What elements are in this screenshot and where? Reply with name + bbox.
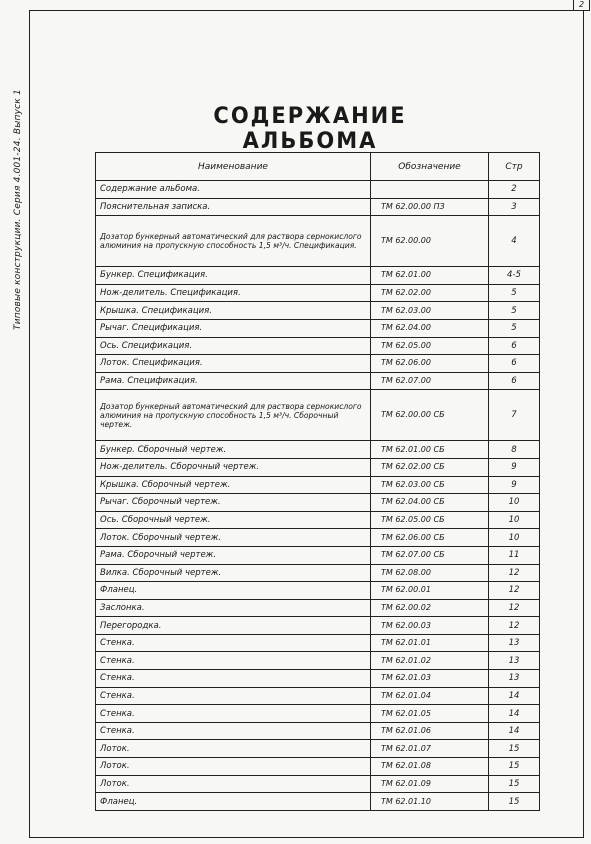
table-row [96,652,540,670]
row-code: ТМ 62.00.00 СБ [371,390,489,441]
row-page: 15 [489,775,540,793]
table-row [96,758,540,776]
table-row [96,582,540,600]
row-name: Нож-делитель. Спецификация. [96,284,371,302]
row-page: 4-5 [489,267,540,285]
table-row [96,511,540,529]
row-code [371,181,489,199]
header-page: Стр [489,153,540,181]
row-code: ТМ 62.01.07 [371,740,489,758]
row-name: Содержание альбома. [96,181,371,199]
row-page: 6 [489,372,540,390]
row-name: Лоток. Сборочный чертеж. [96,529,371,547]
table-row [96,564,540,582]
row-code: ТМ 62.01.09 [371,775,489,793]
row-page: 14 [489,687,540,705]
table-row [96,705,540,723]
row-page: 5 [489,284,540,302]
row-page: 13 [489,670,540,688]
row-name: Бункер. Спецификация. [96,267,371,285]
row-code: ТМ 62.04.00 СБ [371,494,489,512]
row-page: 14 [489,722,540,740]
row-name: Дозатор бункерный автоматический для раствора сернокислого алюминия на пропускную способность 1,5 м³/ч. Сборочный чертеж. [96,390,371,441]
table-row [96,216,540,267]
table-row [96,319,540,337]
row-code: ТМ 62.05.00 СБ [371,511,489,529]
row-name: Лоток. Спецификация. [96,355,371,373]
row-name: Фланец. [96,793,371,811]
row-code: ТМ 62.06.00 СБ [371,529,489,547]
album-title: СОДЕРЖАНИЕ АЛЬБОМА [213,102,407,154]
contents-body [96,181,540,811]
row-code: ТМ 62.00.00 [371,216,489,267]
row-code: ТМ 62.05.00 [371,337,489,355]
row-page: 12 [489,617,540,635]
row-code: ТМ 62.01.01 [371,634,489,652]
row-page: 13 [489,652,540,670]
row-page: 6 [489,355,540,373]
row-name: Рама. Сборочный чертеж. [96,546,371,564]
row-name: Лоток. [96,775,371,793]
table-row [96,775,540,793]
page-number: 2 [573,0,590,11]
row-name: Рычаг. Сборочный чертеж. [96,494,371,512]
row-name: Ось. Сборочный чертеж. [96,511,371,529]
table-row [96,267,540,285]
table-row [96,546,540,564]
row-code: ТМ 62.01.00 СБ [371,441,489,459]
table-row [96,198,540,216]
row-name: Рама. Спецификация. [96,372,371,390]
row-code: ТМ 62.01.00 [371,267,489,285]
row-name: Пояснительная записка. [96,198,371,216]
row-code: ТМ 62.01.05 [371,705,489,723]
row-code: ТМ 62.00.00 ПЗ [371,198,489,216]
table-row [96,740,540,758]
table-row [96,793,540,811]
table-row [96,284,540,302]
table-row [96,722,540,740]
row-code: ТМ 62.04.00 [371,319,489,337]
header-name: Наименование [96,153,371,181]
table-row [96,181,540,199]
row-page: 6 [489,337,540,355]
row-name: Бункер. Сборочный чертеж. [96,441,371,459]
table-row [96,529,540,547]
row-page: 2 [489,181,540,199]
contents-table [95,152,540,811]
row-code: ТМ 62.03.00 [371,302,489,320]
row-name: Перегородка. [96,617,371,635]
row-page: 15 [489,793,540,811]
row-page: 11 [489,546,540,564]
table-row [96,599,540,617]
row-name: Стенка. [96,687,371,705]
row-code: ТМ 62.08.00 [371,564,489,582]
row-code: ТМ 62.00.03 [371,617,489,635]
row-page: 4 [489,216,540,267]
row-code: ТМ 62.01.04 [371,687,489,705]
row-page: 9 [489,458,540,476]
contents-header-row [96,153,540,181]
table-row [96,617,540,635]
row-page: 12 [489,582,540,600]
row-page: 12 [489,564,540,582]
table-row [96,634,540,652]
row-name: Лоток. [96,758,371,776]
row-name: Вилка. Сборочный чертеж. [96,564,371,582]
row-page: 14 [489,705,540,723]
table-row [96,494,540,512]
row-name: Нож-делитель. Сборочный чертеж. [96,458,371,476]
table-row [96,458,540,476]
table-row [96,441,540,459]
row-name: Лоток. [96,740,371,758]
row-name: Дозатор бункерный автоматический для раствора сернокислого алюминия на пропускную способность 1,5 м³/ч. Спецификация. [96,216,371,267]
row-name: Ось. Спецификация. [96,337,371,355]
row-name: Рычаг. Спецификация. [96,319,371,337]
table-row [96,670,540,688]
table-row [96,355,540,373]
row-name: Стенка. [96,652,371,670]
row-code: ТМ 62.00.01 [371,582,489,600]
row-code: ТМ 62.01.06 [371,722,489,740]
row-name: Заслонка. [96,599,371,617]
row-page: 5 [489,319,540,337]
table-row [96,337,540,355]
row-code: ТМ 62.07.00 СБ [371,546,489,564]
row-code: ТМ 62.01.10 [371,793,489,811]
row-page: 15 [489,758,540,776]
row-code: ТМ 62.00.02 [371,599,489,617]
row-name: Стенка. [96,634,371,652]
row-page: 10 [489,529,540,547]
row-code: ТМ 62.07.00 [371,372,489,390]
table-row [96,476,540,494]
header-code: Обозначение [371,153,489,181]
row-page: 5 [489,302,540,320]
row-page: 7 [489,390,540,441]
row-name: Крышка. Сборочный чертеж. [96,476,371,494]
table-row [96,687,540,705]
row-name: Стенка. [96,705,371,723]
row-page: 8 [489,441,540,459]
table-row [96,372,540,390]
row-name: Фланец. [96,582,371,600]
row-name: Стенка. [96,670,371,688]
series-side-label: Типовые конструкции. Серия 4.001-24. Выпуск 1 [13,89,23,330]
table-row [96,302,540,320]
row-page: 15 [489,740,540,758]
row-page: 9 [489,476,540,494]
row-code: ТМ 62.01.02 [371,652,489,670]
row-code: ТМ 62.01.03 [371,670,489,688]
row-code: ТМ 62.02.00 СБ [371,458,489,476]
row-page: 12 [489,599,540,617]
row-code: ТМ 62.02.00 [371,284,489,302]
row-name: Стенка. [96,722,371,740]
row-code: ТМ 62.03.00 СБ [371,476,489,494]
row-page: 10 [489,494,540,512]
row-name: Крышка. Спецификация. [96,302,371,320]
row-code: ТМ 62.06.00 [371,355,489,373]
row-code: ТМ 62.01.08 [371,758,489,776]
table-row [96,390,540,441]
row-page: 13 [489,634,540,652]
row-page: 10 [489,511,540,529]
row-page: 3 [489,198,540,216]
